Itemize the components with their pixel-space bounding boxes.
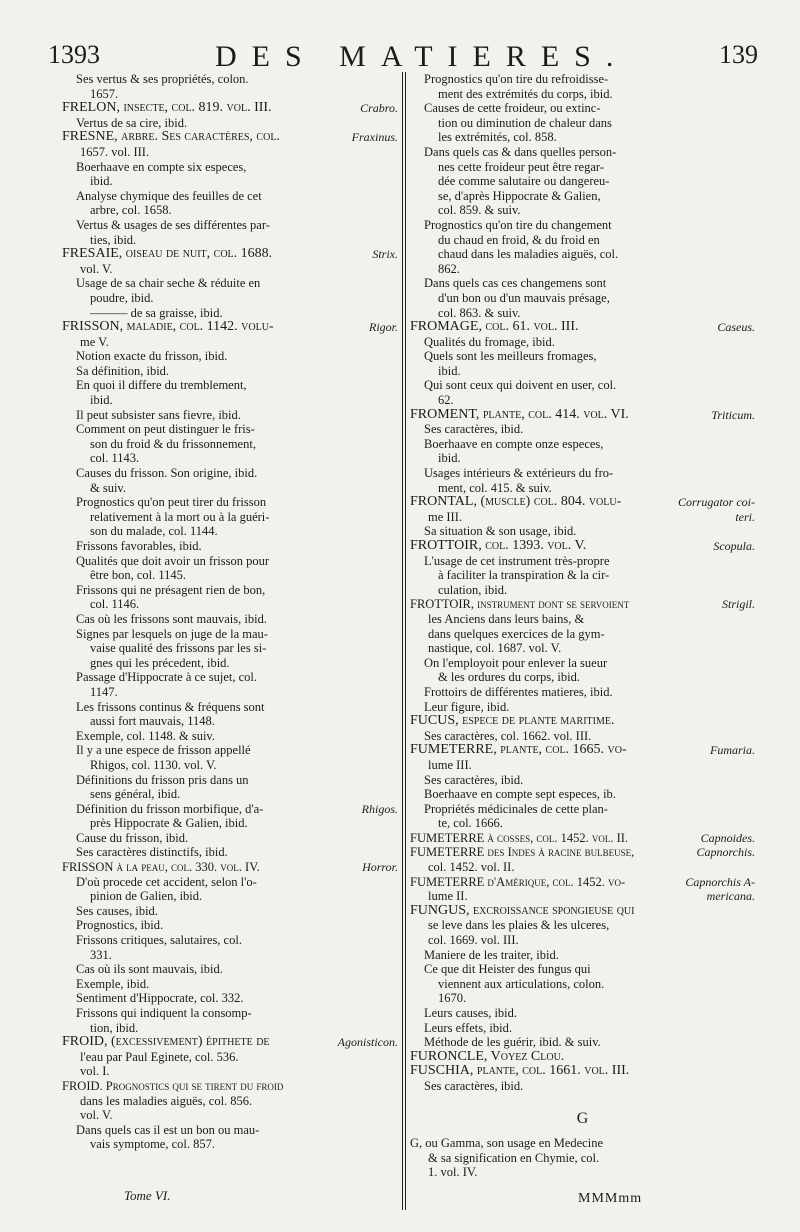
entry-line: 1670. (438, 991, 467, 1006)
entry-line: Prognostics qu'on tire du changement (424, 217, 612, 232)
entry-line: col. 1146. (90, 597, 140, 612)
entry-line: viennent aux articulations, colon. (438, 976, 605, 991)
entry-line: On l'employoit pour enlever la sueur (424, 655, 608, 670)
entry-line: 1. vol. IV. (428, 1165, 478, 1180)
entry-line: me III. (428, 509, 463, 524)
entry-line: 1657. (90, 86, 119, 101)
entry-line: Boerhaave en compte six especes, (76, 159, 247, 174)
entry-line: se leve dans les plaies & les ulceres, (428, 918, 610, 933)
entry-line: 1147. (90, 684, 118, 699)
entry-line: Il peut subsister sans fievre, ibid. (76, 407, 241, 422)
entry-line: dée comme salutaire ou dangereu- (438, 174, 610, 189)
entry-line: pinion de Galien, ibid. (90, 889, 203, 904)
latin-name: Capnorchis. (693, 845, 755, 860)
entry-line: d'un bon ou d'un mauvais présage, (438, 290, 610, 305)
entry-line: Ses caractères, ibid. (424, 1078, 524, 1093)
entry-line: Signes par lesquels on juge de la mau- (76, 626, 268, 641)
latin-name: Scopula. (710, 539, 755, 554)
entry-line: ibid. (90, 174, 113, 189)
index-entry (410, 845, 755, 874)
entry-line: Exemple, ibid. (76, 976, 150, 991)
entry-line: Boerhaave en compte sept especes, ib. (424, 787, 616, 802)
entry-line: son du froid & du frissonnement, (90, 436, 256, 451)
entry-line: lume III. (428, 757, 472, 772)
right-page-number: 139 (719, 40, 758, 69)
entry-line: Propriétés médicinales de cette plan- (424, 801, 608, 816)
entry-line: Ses vertus & ses propriétés, colon. (76, 72, 249, 86)
entry-line: FUMETERRE à cosses, col. 1452. vol. II. (410, 830, 629, 845)
entry-line: Qui sont ceux qui doivent en user, col. (424, 378, 617, 393)
index-entry (62, 72, 398, 101)
index-entry (410, 714, 755, 743)
running-title: DES MATIERES. (215, 40, 629, 73)
entry-line: Dans quels cas ces changemens sont (424, 276, 607, 291)
entry-line: FUMETERRE des Indes à racine bulbeuse, (410, 845, 635, 860)
entry-line: son du malade, col. 1144. (90, 524, 218, 539)
entry-line: & les ordures du corps, ibid. (438, 670, 580, 685)
entry-line: se, d'après Hippocrate & Galien, (438, 188, 601, 203)
latin-name: Crabro. (357, 101, 398, 116)
entry-line: FRESAIE, oiseau de nuit, col. 1688. (62, 247, 273, 262)
entry-line: ibid. (438, 363, 461, 378)
entry-line: Comment on peut distinguer le fris- (76, 422, 255, 437)
entry-line: Ses caractères, ibid. (424, 422, 524, 437)
entry-line: Rhigos, col. 1130. vol. V. (90, 757, 217, 772)
entry-line: ment des extrémités du corps, ibid. (438, 86, 613, 101)
latin-name: Fraxinus. (349, 130, 398, 145)
latin-name: Fumaria. (707, 743, 755, 758)
index-entry (410, 1064, 755, 1093)
entry-line: Dans quels cas & dans quelles person- (424, 144, 617, 159)
entry-line: FUCUS, espece de plante maritime. (410, 714, 615, 729)
entry-line: du chaud en froid, & du froid en (438, 232, 600, 247)
entry-line: vol. V. (80, 1108, 113, 1123)
latin-name: Capnorchis A- (682, 875, 755, 890)
index-entry (410, 495, 755, 539)
entry-line: 862. (438, 261, 460, 276)
entry-line: arbre, col. 1658. (90, 203, 172, 218)
entry-line: ibid. (90, 393, 113, 408)
entry-line: Ce que dit Heister des fungus qui (424, 962, 591, 977)
index-entry (62, 130, 398, 247)
entry-line: D'où procede cet accident, selon l'o- (76, 874, 257, 889)
entry-line: FROTTOIR, instrument dont se servoient (410, 597, 630, 612)
left-page-number: 1393 (48, 40, 100, 69)
entry-line: col. 1669. vol. III. (428, 933, 519, 948)
tome-label: Tome VI. (124, 1188, 171, 1203)
entry-line: me V. (80, 334, 109, 349)
entry-line: Ses caractères, col. 1662. vol. III. (424, 728, 592, 743)
index-entry (62, 101, 398, 130)
index-entry (62, 247, 398, 320)
entry-line: Leurs effets, ibid. (424, 1020, 512, 1035)
entry-line: nes cette froideur peut être regar- (438, 159, 604, 174)
entry-line: Qualités que doit avoir un frisson pour (76, 553, 270, 568)
index-entry (410, 904, 755, 1050)
entry-line: Définition du frisson morbifique, d'a- (76, 801, 264, 816)
index-entry (62, 1035, 398, 1079)
entry-line: En quoi il differe du tremblement, (76, 378, 247, 393)
latin-name: Strigil. (719, 597, 755, 612)
latin-name: Horror. (359, 860, 398, 875)
entry-line: Dans quels cas il est un bon ou mau- (76, 1122, 260, 1137)
latin-name-secondary: teri. (732, 510, 755, 525)
entry-line: ties, ibid. (90, 232, 137, 247)
section-letter: G (576, 1109, 589, 1127)
entry-line: Sa situation & son usage, ibid. (424, 524, 577, 539)
index-entry (410, 597, 755, 714)
page-header (0, 40, 800, 74)
entry-line: être bon, col. 1145. (90, 568, 187, 583)
entry-line: FUMETERRE, plante, col. 1665. vo- (410, 743, 627, 758)
entry-line: gnes qui les précedent, ibid. (90, 655, 230, 670)
entry-line: FUNGUS, excroissance spongieuse qui (410, 903, 635, 918)
entry-line: culation, ibid. (438, 582, 508, 597)
entry-line: Analyse chymique des feuilles de cet (76, 188, 262, 203)
entry-line: Maniere de les traiter, ibid. (424, 947, 559, 962)
entry-line: Causes de cette froideur, ou extinc- (424, 101, 601, 116)
right-column-entries (410, 72, 755, 1094)
entry-line: FROID, (excessivement) épithete de (62, 1035, 270, 1050)
entry-line: Prognostics qu'on tire du refroidisse- (424, 72, 609, 86)
index-entry (62, 860, 398, 1035)
entry-line: FRONTAL, (muscle) col. 804. volu- (410, 495, 622, 510)
entry-line: sens général, ibid. (90, 787, 181, 802)
entry-line: Usages intérieurs & extérieurs du fro- (424, 466, 614, 481)
entry-line: à faciliter la transpiration & la cir- (438, 568, 610, 583)
entry-line: Leurs causes, ibid. (424, 1006, 518, 1020)
entry-line: Cause du frisson, ibid. (76, 830, 189, 845)
latin-name-secondary: mericana. (704, 889, 755, 904)
entry-line: Vertus de sa cire, ibid. (76, 115, 188, 130)
entry-line: Quels sont les meilleurs fromages, (424, 349, 597, 364)
entry-line: Notion exacte du frisson, ibid. (76, 349, 228, 364)
entry-line: Boerhaave en compte onze especes, (424, 436, 604, 451)
entry-line: Frissons qui ne présagent rien de bon, (76, 582, 266, 597)
entry-line: vol. I. (80, 1064, 110, 1079)
index-entry (410, 539, 755, 597)
entry-line: FROTTOIR, col. 1393. vol. V. (410, 539, 587, 553)
entry-line: Exemple, col. 1148. & suiv. (76, 728, 215, 743)
entry-line: tion, ibid. (90, 1020, 139, 1035)
left-column (62, 72, 398, 1152)
entry-line: lume II. (428, 889, 468, 904)
entry-line: vol. V. (80, 261, 113, 276)
index-entry (410, 831, 755, 846)
entry-line: & suiv. (90, 480, 126, 495)
entry-line: 1657. vol. III. (80, 144, 150, 159)
entry-line: Ses caractères, ibid. (424, 772, 524, 787)
entry-line: Ses causes, ibid. (76, 903, 158, 918)
entry-line: Prognostics, ibid. (76, 918, 164, 933)
latin-name: Caseus. (714, 320, 755, 335)
entry-line: vais symptome, col. 857. (90, 1137, 215, 1152)
latin-name: Corrugator coi- (675, 495, 755, 510)
entry-line: col. 859. & suiv. (438, 203, 521, 218)
entry-line: Les frissons continus & fréquens sont (76, 699, 265, 714)
entry-line: tion ou diminution de chaleur dans (438, 115, 612, 130)
entry-line: dans quelques exercices de la gym- (428, 626, 605, 641)
entry-line: Méthode de les guérir, ibid. & suiv. (424, 1035, 601, 1050)
column-divider (402, 72, 406, 1210)
entry-line: 62. (438, 393, 454, 408)
latin-name: Strix. (369, 247, 398, 262)
entry-line: Définitions du frisson pris dans un (76, 772, 249, 787)
entry-line: vaise qualité des frissons par les si- (90, 641, 267, 656)
index-entry (62, 320, 398, 860)
entry-line: Cas où ils sont mauvais, ibid. (76, 962, 223, 977)
index-entry (410, 1050, 755, 1065)
entry-line: ment, col. 415. & suiv. (438, 480, 552, 495)
entry-line: Usage de sa chair seche & réduite en (76, 276, 261, 291)
entry-line: Sa définition, ibid. (76, 363, 170, 378)
latin-name: Agonisticon. (335, 1035, 398, 1050)
entry-line: & sa signification en Chymie, col. (428, 1150, 600, 1165)
entry-line: Cas où les frissons sont mauvais, ibid. (76, 611, 267, 626)
entry-line: ——— de sa graisse, ibid. (90, 305, 223, 320)
entry-line: FRISSON à la peau, col. 330. vol. IV. (62, 860, 260, 875)
entry-line: Prognostics qu'on peut tirer du frisson (76, 495, 267, 510)
entry-line: FURONCLE, Voyez Clou. (410, 1049, 565, 1064)
index-entry (410, 743, 755, 831)
entry-line: col. 1143. (90, 451, 140, 466)
entry-line: Frissons critiques, salutaires, col. (76, 933, 242, 948)
index-entry (62, 1079, 398, 1152)
entry-line: Frissons qui indiquent la consomp- (76, 1006, 252, 1020)
entry-line: G, ou Gamma, son usage en Medecine (410, 1136, 603, 1151)
entry-line: col. 1452. vol. II. (428, 860, 515, 875)
right-column (410, 72, 755, 1180)
latin-name-secondary: Rhigos. (359, 802, 398, 817)
latin-name: Rigor. (366, 320, 398, 335)
entry-line: Il y a une espece de frisson appellé (76, 743, 251, 758)
entry-line: les Anciens dans leurs bains, & (428, 611, 585, 626)
signature-mark: MMMmm (578, 1191, 643, 1206)
entry-g (410, 1136, 755, 1180)
entry-line: poudre, ibid. (90, 290, 154, 305)
entry-line: l'eau par Paul Eginete, col. 536. (80, 1049, 239, 1064)
index-entry (410, 320, 755, 408)
entry-line: FROID. Prognostics qui se tirent du froid (62, 1078, 284, 1093)
entry-line: nastique, col. 1687. vol. V. (428, 641, 562, 656)
entry-line: Passage d'Hippocrate à ce sujet, col. (76, 670, 258, 685)
entry-line: FRELON, insecte, col. 819. vol. III. (62, 101, 272, 116)
entry-line: FROMENT, plante, col. 414. vol. VI. (410, 407, 629, 422)
entry-line: FUSCHIA, plante, col. 1661. vol. III. (410, 1064, 630, 1079)
entry-line: Leur figure, ibid. (424, 699, 510, 714)
entry-line: ibid. (438, 451, 461, 466)
entry-line: Causes du frisson. Son origine, ibid. (76, 466, 258, 481)
entry-line: L'usage de cet instrument très-propre (424, 553, 610, 568)
entry-line: FRISSON, maladie, col. 1142. volu- (62, 320, 274, 335)
entry-line: Ses caractères distinctifs, ibid. (76, 845, 228, 860)
index-entry (410, 408, 755, 496)
entry-line: FRESNE, arbre. Ses caractères, col. (62, 130, 280, 145)
latin-name: Capnoides. (698, 831, 755, 846)
latin-name: Triticum. (708, 408, 755, 423)
index-entry (410, 875, 755, 904)
entry-line: col. 863. & suiv. (438, 305, 521, 320)
entry-line: Frottoirs de différentes matieres, ibid. (424, 684, 613, 699)
entry-line: les extrémités, col. 858. (438, 130, 557, 145)
entry-line: relativement à la mort ou à la guéri- (90, 509, 270, 524)
entry-line: 331. (90, 947, 112, 962)
entry-line: FUMETERRE d'Amérique, col. 1452. vo- (410, 874, 626, 889)
entry-line: Vertus & usages de ses différentes par- (76, 217, 270, 232)
entry-line: te, col. 1666. (438, 816, 503, 831)
entry-line: FROMAGE, col. 61. vol. III. (410, 320, 579, 335)
entry-line: aussi fort mauvais, 1148. (90, 714, 215, 729)
entry-line: Frissons favorables, ibid. (76, 539, 202, 553)
entry-line: chaud dans les maladies aiguës, col. (438, 247, 619, 262)
entry-line: Sentiment d'Hippocrate, col. 332. (76, 991, 244, 1006)
entry-line: près Hippocrate & Galien, ibid. (90, 816, 248, 831)
entry-line: dans les maladies aiguës, col. 856. (80, 1093, 253, 1108)
index-entry (410, 72, 755, 320)
entry-line: Qualités du fromage, ibid. (424, 334, 555, 349)
